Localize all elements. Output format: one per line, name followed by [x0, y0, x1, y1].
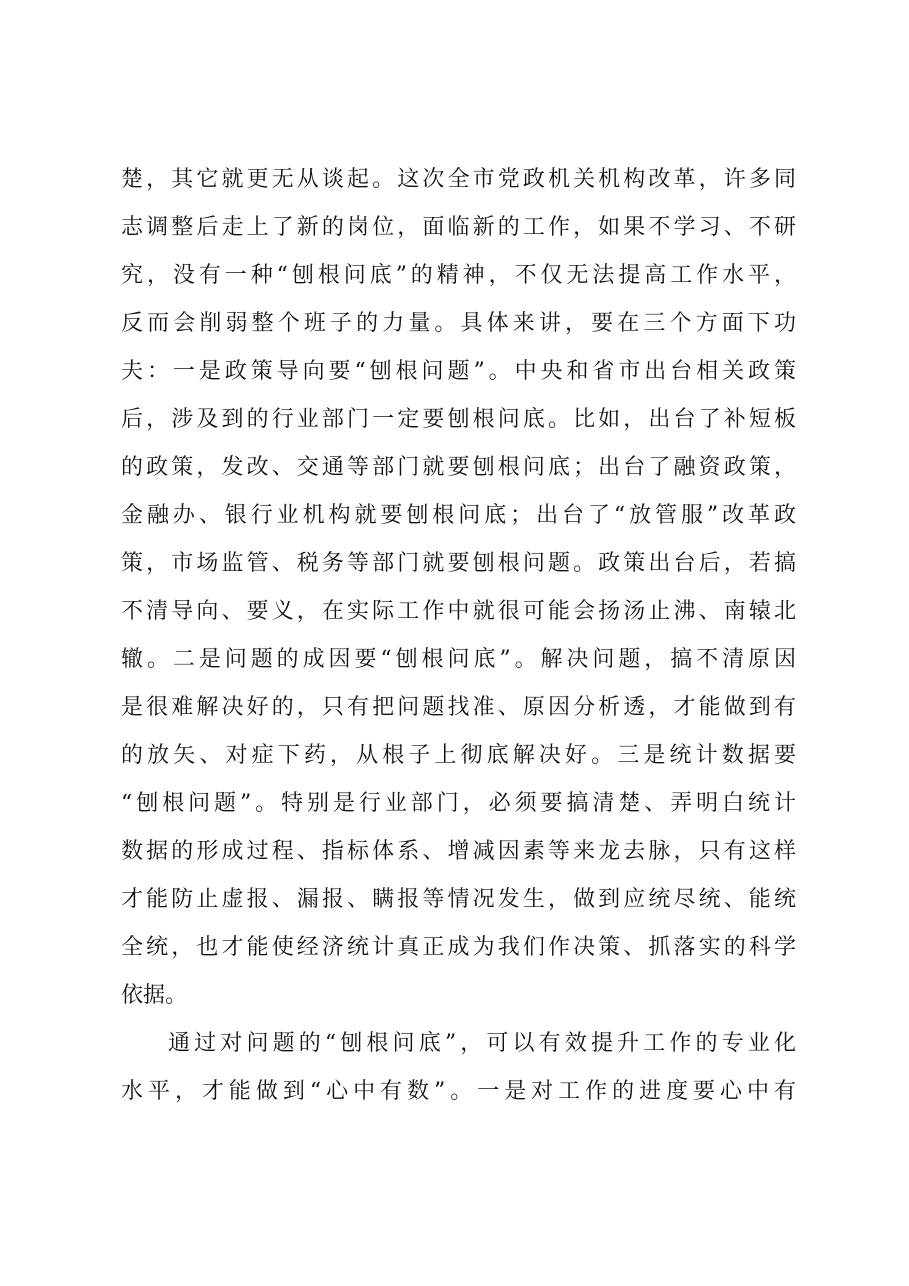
text-line-18: 依据。 — [121, 983, 188, 1008]
text-line-13: 的放矢、对症下药，从根子上彻底解决好。三是统计数据要 — [121, 743, 796, 768]
text-line-12: 是很难解决好的，只有把问题找准、原因分析透，才能做到有 — [121, 695, 796, 720]
text-line-19: 通过对问题的“刨根问底”，可以有效提升工作的专业化 — [168, 1031, 796, 1056]
text-line-14: “刨根问题”。特别是行业部门，必须要搞清楚、弄明白统计 — [121, 791, 796, 816]
text-line-7: 的政策，发改、交通等部门就要刨根问底；出台了融资政策， — [121, 455, 796, 480]
text-line-10: 不清导向、要义，在实际工作中就很可能会扬汤止沸、南辕北 — [121, 599, 796, 624]
text-line-3: 究，没有一种“刨根问底”的精神，不仅无法提高工作水平， — [121, 263, 796, 288]
text-line-1: 楚，其它就更无从谈起。这次全市党政机关机构改革，许多同 — [121, 167, 796, 192]
text-line-16: 才能防止虚报、漏报、瞒报等情况发生，做到应统尽统、能统 — [121, 887, 796, 912]
text-line-17: 全统，也才能使经济统计真正成为我们作决策、抓落实的科学 — [121, 935, 796, 960]
text-line-6: 后，涉及到的行业部门一定要刨根问底。比如，出台了补短板 — [121, 407, 796, 432]
text-line-11: 辙。二是问题的成因要“刨根问底”。解决问题，搞不清原因 — [121, 647, 796, 672]
text-line-9: 策，市场监管、税务等部门就要刨根问题。政策出台后，若搞 — [121, 551, 796, 576]
text-line-8: 金融办、银行业机构就要刨根问底；出台了“放管服”改革政 — [121, 503, 796, 528]
text-line-2: 志调整后走上了新的岗位，面临新的工作，如果不学习、不研 — [121, 215, 796, 240]
text-line-15: 数据的形成过程、指标体系、增减因素等来龙去脉，只有这样 — [121, 839, 796, 864]
text-line-5: 夫：一是政策导向要“刨根问题”。中央和省市出台相关政策 — [121, 359, 796, 384]
text-line-20: 水平，才能做到“心中有数”。一是对工作的进度要心中有 — [121, 1079, 796, 1104]
text-line-4: 反而会削弱整个班子的力量。具体来讲，要在三个方面下功 — [121, 311, 796, 336]
